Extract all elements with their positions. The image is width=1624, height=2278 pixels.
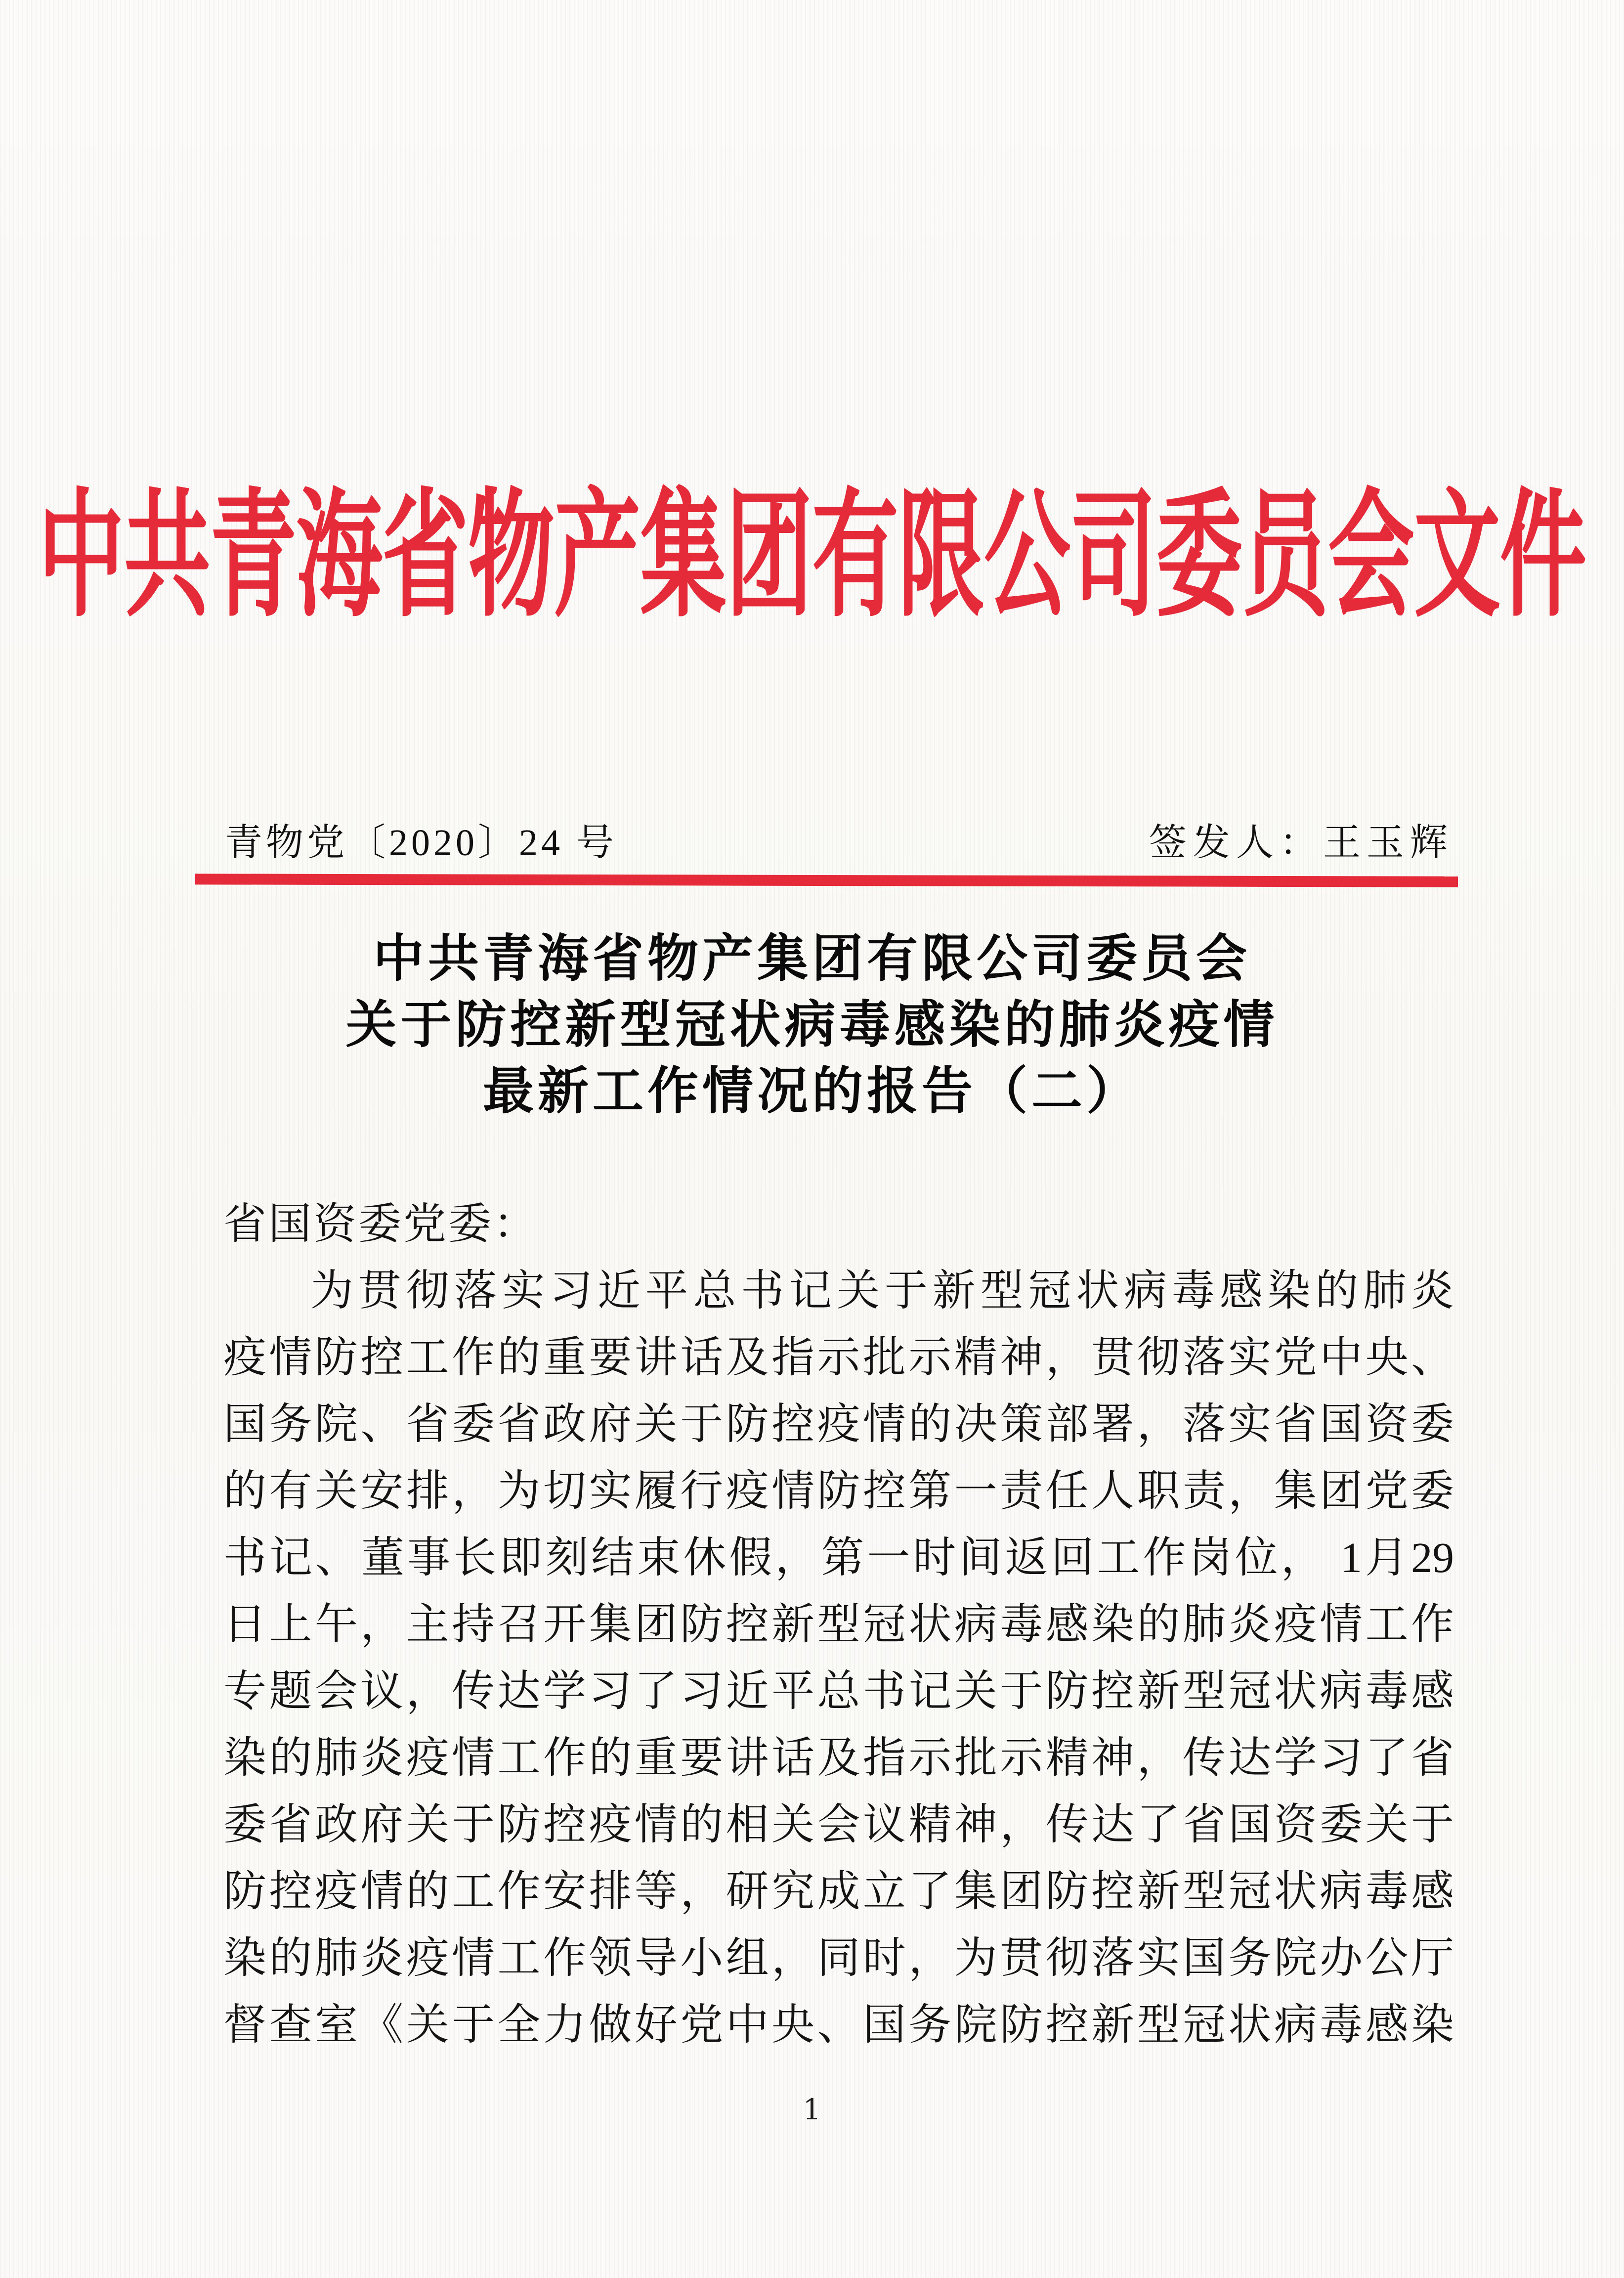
body-line: 防控疫情的工作安排等，研究成立了集团防控新型冠状病毒感: [223, 1867, 1454, 1915]
red-divider-line: [195, 874, 1458, 887]
body-line: 染的肺炎疫情工作的重要讲话及指示批示精神，传达学习了省: [223, 1734, 1454, 1782]
body-line: 督查室《关于全力做好党中央、国务院防控新型冠状病毒感染: [223, 2001, 1454, 2049]
document-title-line-2: 关于防控新型冠状病毒感染的肺炎疫情: [345, 996, 1279, 1053]
issuer-label: 签发人：: [1149, 822, 1323, 864]
body-line: 国务院、省委省政府关于防控疫情的决策部署，落实省国资委: [223, 1400, 1454, 1448]
body-line: 为贯彻落实习近平总书记关于新型冠状病毒感染的肺炎: [310, 1267, 1454, 1314]
body-line: 书记、董事长即刻结束休假，第一时间返回工作岗位， 1月29: [223, 1533, 1454, 1581]
document-red-header: [0, 480, 1624, 633]
body-line: 的有关安排，为切实履行疫情防控第一责任人职责，集团党委: [223, 1467, 1454, 1515]
document-title-line-3: 最新工作情况的报告（二）: [483, 1062, 1141, 1119]
org-title: 中共青海省物产集团有限公司委员会文件: [38, 480, 1586, 633]
salutation: 省国资委党委：: [223, 1200, 538, 1248]
body-line: 委省政府关于防控疫情的相关会议精神，传达了省国资委关于: [223, 1800, 1454, 1848]
body-line: 日上午，主持召开集团防控新型冠状病毒感染的肺炎疫情工作: [223, 1600, 1454, 1648]
document-title-line-1: 中共青海省物产集团有限公司委员会: [373, 930, 1251, 987]
document-title: [0, 925, 1624, 1124]
page-number: 1: [803, 2093, 821, 2126]
issuer-name: 王玉辉: [1323, 822, 1453, 864]
document-number: 青物党〔2020〕24 号: [225, 822, 617, 864]
issuer: [1149, 818, 1453, 868]
body-line: 专题会议，传达学习了习近平总书记关于防控新型冠状病毒感: [223, 1667, 1454, 1715]
body-line: 染的肺炎疫情工作领导小组，同时，为贯彻落实国务院办公厅: [223, 1934, 1454, 1982]
document-meta-row: [225, 818, 1453, 868]
body-line: 疫情防控工作的重要讲话及指示批示精神，贯彻落实党中央、: [223, 1333, 1454, 1381]
document-body: [223, 1190, 1454, 2058]
